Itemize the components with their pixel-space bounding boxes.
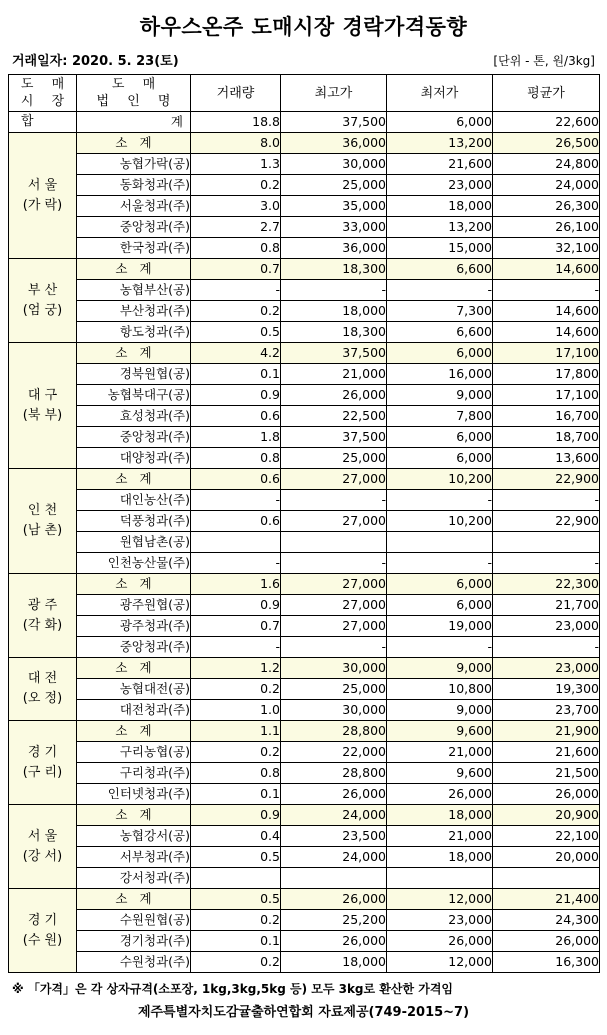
corporation-cell: 원협남촌(공) [77,532,191,553]
cell-max: 18,000 [281,301,387,322]
corporation-cell: 중앙청과(주) [77,637,191,658]
corporation-cell: 소계 [77,133,191,154]
cell-volume: 0.2 [191,742,281,763]
corporation-cell: 수원청과(주) [77,952,191,973]
cell-max: 22,500 [281,406,387,427]
corporation-cell: 농협가락(공) [77,154,191,175]
corporation-cell: 구리청과(주) [77,763,191,784]
cell-max: 26,000 [281,931,387,952]
corporation-cell: 인천농산물(주) [77,553,191,574]
cell-avg: 22,300 [493,574,600,595]
cell-volume: - [191,637,281,658]
table-row [9,616,600,637]
cell-volume: 0.7 [191,616,281,637]
cell-avg: 17,800 [493,364,600,385]
table-row [9,259,600,280]
region-line: 대 구 [27,387,58,403]
cell-max: - [281,490,387,511]
corporation-cell: 효성청과(주) [77,406,191,427]
cell-max: 30,000 [281,658,387,679]
corporation-cell: 경기청과(주) [77,931,191,952]
cell-volume: 0.1 [191,784,281,805]
cell-min: 6,000 [387,574,493,595]
cell-min: 10,800 [387,679,493,700]
corporation-cell: 경북원협(공) [77,364,191,385]
cell-avg: 23,000 [493,658,600,679]
table-row [9,217,600,238]
cell-avg: 18,700 [493,427,600,448]
cell-volume: 8.0 [191,133,281,154]
cell-max: 27,000 [281,595,387,616]
header-region-line2: 시 장 [20,94,72,109]
region-line: (남 촌) [22,523,63,538]
cell-max: 18,300 [281,322,387,343]
cell-min: - [387,280,493,301]
header-region [9,75,77,112]
cell-volume: 0.2 [191,952,281,973]
cell-min: 6,000 [387,112,493,133]
cell-avg: 20,900 [493,805,600,826]
table-row [9,574,600,595]
header-region-line1: 도 매 [20,77,72,92]
region-cell [9,574,77,658]
region-line: (북 부) [22,407,63,423]
cell-max: 28,800 [281,763,387,784]
cell-min: 13,200 [387,133,493,154]
cell-min: 12,000 [387,952,493,973]
header-min-price: 최저가 [387,75,493,112]
cell-max: 35,000 [281,196,387,217]
cell-max: 26,000 [281,784,387,805]
cell-volume: 0.5 [191,889,281,910]
cell-min: 21,000 [387,742,493,763]
corporation-cell: 소계 [77,889,191,910]
cell-volume: 0.8 [191,448,281,469]
cell-volume: 1.2 [191,658,281,679]
table-row [9,427,600,448]
table-row [9,805,600,826]
cell-max: 25,000 [281,175,387,196]
cell-avg: 26,500 [493,133,600,154]
region-cell [9,259,77,343]
cell-max: 23,500 [281,826,387,847]
table-body [9,112,600,973]
cell-avg: - [493,490,600,511]
corporation-cell: 소계 [77,469,191,490]
cell-min: 6,600 [387,322,493,343]
cell-avg: 16,300 [493,952,600,973]
cell-max: 30,000 [281,154,387,175]
cell-avg: 22,900 [493,511,600,532]
region-line: 대 전 [27,671,58,686]
table-row [9,889,600,910]
corporation-cell: 농협대전(공) [77,679,191,700]
cell-min: 9,000 [387,385,493,406]
corporation-cell: 구리농협(공) [77,742,191,763]
table-row [9,469,600,490]
cell-avg: 21,700 [493,595,600,616]
cell-min: 18,000 [387,805,493,826]
cell-avg: 26,000 [493,784,600,805]
corporation-cell: 계 [77,112,191,133]
cell-max: 18,000 [281,952,387,973]
corporation-cell: 강서청과(주) [77,868,191,889]
cell-avg: 23,700 [493,700,600,721]
cell-volume: 0.9 [191,385,281,406]
table-row [9,301,600,322]
cell-avg: 32,100 [493,238,600,259]
cell-avg: 14,600 [493,301,600,322]
corporation-cell: 부산청과(주) [77,301,191,322]
region-line: (엄 궁) [22,302,63,318]
corporation-cell: 소계 [77,721,191,742]
cell-volume: 0.2 [191,175,281,196]
cell-volume: 0.2 [191,679,281,700]
region-line: 광 주 [27,597,58,613]
cell-volume: 1.1 [191,721,281,742]
cell-min: 18,000 [387,196,493,217]
cell-max: 27,000 [281,511,387,532]
cell-avg: 22,900 [493,469,600,490]
corporation-cell: 소계 [77,343,191,364]
region-cell [9,805,77,889]
header-volume: 거래량 [191,75,281,112]
cell-max: 28,800 [281,721,387,742]
cell-volume: 1.0 [191,700,281,721]
table-row [9,952,600,973]
table-row [9,133,600,154]
corporation-cell: 대양청과(주) [77,448,191,469]
cell-avg: 13,600 [493,448,600,469]
cell-max: 24,000 [281,847,387,868]
cell-avg: 22,100 [493,826,600,847]
cell-min: 15,000 [387,238,493,259]
table-row [9,343,600,364]
cell-min: - [387,637,493,658]
cell-min: 7,300 [387,301,493,322]
cell-volume: 0.9 [191,805,281,826]
cell-volume: 1.3 [191,154,281,175]
corporation-cell: 수원원협(공) [77,910,191,931]
cell-volume: 0.5 [191,847,281,868]
corporation-cell: 항도청과(주) [77,322,191,343]
cell-max: - [281,280,387,301]
cell-max: 22,000 [281,742,387,763]
table-row [9,511,600,532]
cell-volume: 1.6 [191,574,281,595]
cell-avg: - [493,637,600,658]
region-line: (가 락) [22,197,63,213]
table-row [9,385,600,406]
corporation-cell: 소계 [77,805,191,826]
cell-avg: - [493,553,600,574]
cell-volume: - [191,553,281,574]
table-row [9,238,600,259]
region-line: 경 기 [27,744,58,760]
region-cell [9,658,77,721]
cell-avg: - [493,280,600,301]
corporation-cell: 서울청과(주) [77,196,191,217]
cell-max: 37,500 [281,343,387,364]
region-line: 인 천 [27,503,58,518]
trade-date-label: 거래일자: 2020. 5. 23(토) [12,54,179,69]
cell-avg: 16,700 [493,406,600,427]
header-avg-price: 평균가 [493,75,600,112]
cell-min: 9,600 [387,763,493,784]
cell-volume: 0.2 [191,910,281,931]
corporation-cell: 광주원협(공) [77,595,191,616]
table-row [9,112,600,133]
table-row [9,595,600,616]
region-cell [9,721,77,805]
cell-min: 6,000 [387,595,493,616]
table-row [9,910,600,931]
unit-label: [단위 - 톤, 원/3kg] [493,54,595,68]
corporation-cell: 광주청과(주) [77,616,191,637]
cell-volume: 0.6 [191,511,281,532]
cell-volume: 4.2 [191,343,281,364]
corporation-cell: 농협부산(공) [77,280,191,301]
cell-max: 37,500 [281,112,387,133]
corporation-cell: 동화청과(주) [77,175,191,196]
cell-volume: 2.7 [191,217,281,238]
cell-avg: 26,300 [493,196,600,217]
cell-min: 6,000 [387,448,493,469]
corporation-cell: 소계 [77,574,191,595]
cell-min: - [387,553,493,574]
cell-max [281,532,387,553]
cell-max [281,868,387,889]
corporation-cell: 중앙청과(주) [77,427,191,448]
cell-min: 7,800 [387,406,493,427]
cell-avg: 24,800 [493,154,600,175]
cell-avg: 21,600 [493,742,600,763]
cell-max: 21,000 [281,364,387,385]
corporation-cell: 소계 [77,259,191,280]
table-row [9,868,600,889]
cell-volume: - [191,490,281,511]
cell-min: 9,000 [387,700,493,721]
table-row [9,322,600,343]
cell-avg: 20,000 [493,847,600,868]
region-line: (강 서) [22,848,63,864]
cell-volume: 1.8 [191,427,281,448]
cell-min: 10,200 [387,469,493,490]
cell-max: - [281,637,387,658]
cell-avg: 24,300 [493,910,600,931]
table-header-row [9,75,600,112]
cell-max: 24,000 [281,805,387,826]
cell-avg: 19,300 [493,679,600,700]
table-row [9,763,600,784]
table-row [9,280,600,301]
table-row [9,553,600,574]
cell-max: 25,000 [281,679,387,700]
region-line: 경 기 [27,912,58,928]
cell-max: 18,300 [281,259,387,280]
region-cell [9,469,77,574]
cell-max: 25,200 [281,910,387,931]
cell-avg [493,532,600,553]
cell-volume: 0.5 [191,322,281,343]
region-cell [9,133,77,259]
cell-max: 33,000 [281,217,387,238]
region-line: (오 정) [22,691,63,706]
cell-min: 19,000 [387,616,493,637]
cell-volume: 0.6 [191,469,281,490]
meta-row [8,50,599,74]
cell-min: 21,000 [387,826,493,847]
cell-volume: 0.9 [191,595,281,616]
cell-max: 36,000 [281,133,387,154]
cell-min [387,532,493,553]
cell-max: 30,000 [281,700,387,721]
cell-volume: 0.1 [191,364,281,385]
header-corp-line2: 법 인 명 [96,94,178,109]
corporation-cell: 농협강서(공) [77,826,191,847]
cell-volume: - [191,280,281,301]
region-cell: 합 [9,112,77,133]
cell-avg: 26,100 [493,217,600,238]
cell-min: - [387,490,493,511]
corporation-cell: 대전청과(주) [77,700,191,721]
header-corp [77,75,191,112]
cell-avg: 22,600 [493,112,600,133]
table-row [9,931,600,952]
cell-min: 21,600 [387,154,493,175]
cell-min: 6,000 [387,343,493,364]
cell-max: - [281,553,387,574]
table-row [9,784,600,805]
table-row [9,742,600,763]
table-row [9,721,600,742]
cell-max: 25,000 [281,448,387,469]
cell-avg: 26,000 [493,931,600,952]
footer-source: 제주특별자치도감귤출하연합회 자료제공(749-2015~7) [137,1005,470,1020]
cell-avg [493,868,600,889]
table-row [9,700,600,721]
cell-avg: 14,600 [493,259,600,280]
cell-volume [191,868,281,889]
header-corp-line1: 도 매 [111,77,163,92]
cell-min: 10,200 [387,511,493,532]
cell-avg: 17,100 [493,385,600,406]
corporation-cell: 소계 [77,658,191,679]
cell-max: 37,500 [281,427,387,448]
cell-min: 9,600 [387,721,493,742]
cell-min: 23,000 [387,175,493,196]
table-row [9,637,600,658]
cell-max: 26,000 [281,889,387,910]
cell-volume: 0.7 [191,259,281,280]
table-row [9,448,600,469]
cell-volume [191,532,281,553]
cell-max: 27,000 [281,469,387,490]
cell-max: 26,000 [281,385,387,406]
table-row [9,196,600,217]
region-cell [9,343,77,469]
header-max-price: 최고가 [281,75,387,112]
price-table [8,74,600,973]
corporation-cell: 대인농산(주) [77,490,191,511]
cell-avg: 23,000 [493,616,600,637]
cell-min: 6,000 [387,427,493,448]
region-line: 부 산 [27,282,58,298]
table-row [9,847,600,868]
table-row [9,679,600,700]
corporation-cell: 농협북대구(공) [77,385,191,406]
corporation-cell: 한국청과(주) [77,238,191,259]
region-line: 서 울 [27,177,58,193]
cell-avg: 21,500 [493,763,600,784]
table-row [9,658,600,679]
footnote: ※ 「가격」은 각 상자규격(소포장, 1kg,3kg,5kg 등) 모두 3kg로 환산한 가격임 [12,982,454,996]
cell-max: 27,000 [281,616,387,637]
cell-volume: 0.1 [191,931,281,952]
cell-min: 12,000 [387,889,493,910]
region-line: (수 원) [22,932,63,948]
table-row [9,406,600,427]
cell-volume: 0.8 [191,763,281,784]
cell-min: 26,000 [387,931,493,952]
cell-min [387,868,493,889]
corporation-cell: 덕풍청과(주) [77,511,191,532]
corporation-cell: 서부청과(주) [77,847,191,868]
cell-avg: 24,000 [493,175,600,196]
region-line: (구 리) [22,764,63,780]
table-row [9,490,600,511]
cell-volume: 0.6 [191,406,281,427]
corporation-cell: 인터넷청과(주) [77,784,191,805]
cell-avg: 21,400 [493,889,600,910]
cell-volume: 3.0 [191,196,281,217]
cell-max: 27,000 [281,574,387,595]
table-row [9,532,600,553]
corporation-cell: 중앙청과(주) [77,217,191,238]
cell-min: 23,000 [387,910,493,931]
cell-min: 26,000 [387,784,493,805]
cell-avg: 14,600 [493,322,600,343]
cell-min: 16,000 [387,364,493,385]
cell-volume: 0.2 [191,301,281,322]
cell-avg: 21,900 [493,721,600,742]
cell-volume: 0.4 [191,826,281,847]
cell-min: 13,200 [387,217,493,238]
cell-min: 6,600 [387,259,493,280]
cell-max: 36,000 [281,238,387,259]
table-row [9,826,600,847]
region-line: 서 울 [27,828,58,844]
cell-min: 9,000 [387,658,493,679]
cell-min: 18,000 [387,847,493,868]
table-row [9,364,600,385]
table-row [9,175,600,196]
cell-avg: 17,100 [493,343,600,364]
region-line: (각 화) [22,617,63,633]
cell-volume: 18.8 [191,112,281,133]
page-title: 하우스온주 도매시장 경락가격동향 [139,15,468,39]
table-row [9,154,600,175]
region-cell [9,889,77,973]
cell-volume: 0.8 [191,238,281,259]
